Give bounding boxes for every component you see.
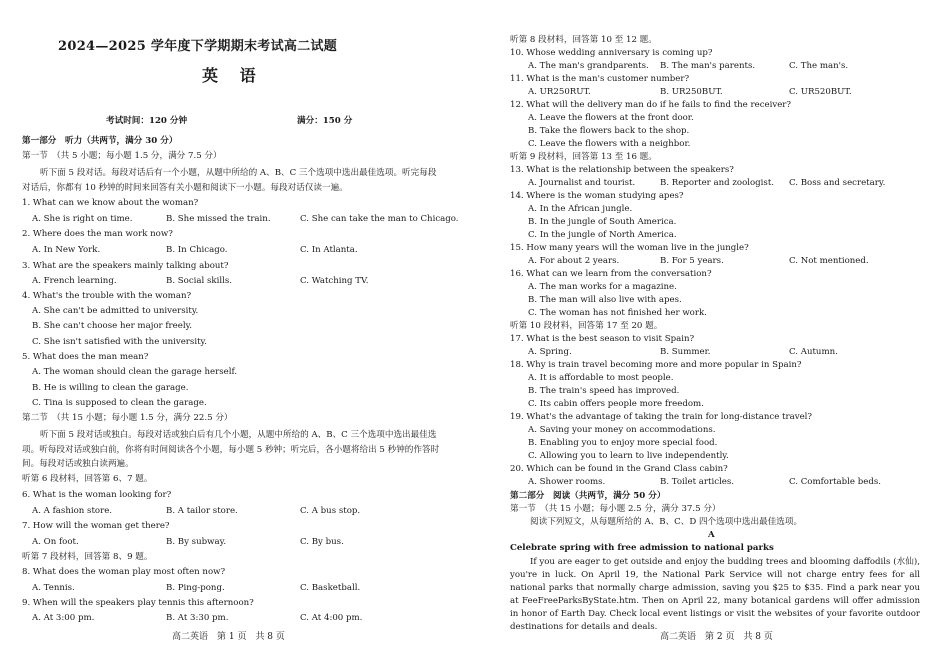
q11-option-c: C. UR520BUT. bbox=[789, 87, 852, 97]
q6-option-b: B. A tailor store. bbox=[166, 506, 238, 516]
q14-option-c: C. In the jungle of North America. bbox=[528, 230, 677, 240]
subject-title: 英 语 bbox=[202, 66, 264, 85]
question-19: 19. What's the advantage of taking the train for long-distance travel? bbox=[510, 412, 813, 422]
listen-10-note: 听第 10 段材料，回答第 17 至 20 题。 bbox=[510, 321, 663, 331]
q1-option-c: C. She can take the man to Chicago. bbox=[300, 214, 459, 224]
exam-time: 考试时间：120 分钟 bbox=[106, 116, 188, 126]
question-9: 9. When will the speakers play tennis this afternoon? bbox=[22, 598, 254, 608]
q16-option-c: C. The woman has not finished her work. bbox=[528, 308, 707, 318]
q17-option-b: B. Summer. bbox=[660, 347, 711, 357]
listen-9-note: 听第 9 段材料，回答第 13 至 16 题。 bbox=[510, 152, 657, 162]
section2-instructions: 听下面 5 段对话或独白。每段对话或独白后有几个小题，从题中所给的 A、B、C 三个选项中选出最佳选项。听每段对话或独白前，你将有时间阅读各个小题，每小题 5 秒钟；听完后，各小题将给出 5 秒钟的作答时间。每段对话或独白读两遍。 bbox=[22, 430, 440, 469]
q4-option-b: B. She can't choose her major freely. bbox=[32, 321, 193, 331]
q12-option-b: B. Take the flowers back to the shop. bbox=[528, 126, 690, 136]
q3-option-b: B. Social skills. bbox=[166, 276, 233, 286]
section1-instructions: 听下面 5 段对话。每段对话后有一个小题，从题中所给的 A、B、C 三个选项中选出最佳选项。听完每段对话后，你都有 10 秒钟的时间来回答有关小题和阅读下一小题。每段对话仅读一遍。 bbox=[22, 168, 437, 193]
question-8: 8. What does the woman play most often now? bbox=[22, 567, 226, 577]
part2-heading: 第二部分 阅读（共两节，满分 50 分） bbox=[510, 491, 666, 501]
q16-option-a: A. The man works for a magazine. bbox=[528, 282, 677, 292]
page-footer-1: 高二英语 第 1 页 共 8 页 bbox=[172, 632, 285, 642]
q3-option-c: C. Watching TV. bbox=[300, 276, 369, 286]
q10-option-b: B. The man's parents. bbox=[660, 61, 756, 71]
q18-option-c: C. Its cabin offers people more freedom. bbox=[528, 399, 704, 409]
q15-option-b: B. For 5 years. bbox=[660, 256, 724, 266]
part2-instructions: 阅读下列短文，从每题所给的 A、B、C、D 四个选项中选出最佳选项。 bbox=[530, 517, 803, 527]
q18-option-b: B. The train's speed has improved. bbox=[528, 386, 680, 396]
q9-option-c: C. At 4:00 pm. bbox=[300, 613, 363, 623]
question-7: 7. How will the woman get there? bbox=[22, 521, 170, 531]
q2-option-c: C. In Atlanta. bbox=[300, 245, 358, 255]
q19-option-b: B. Enabling you to enjoy more special food. bbox=[528, 438, 718, 448]
question-11: 11. What is the man's customer number? bbox=[510, 74, 690, 84]
section1-heading: 第一节 （共 5 小题；每小题 1.5 分，满分 7.5 分） bbox=[22, 151, 222, 161]
q3-option-a: A. French learning. bbox=[32, 276, 117, 286]
q7-option-c: C. By bus. bbox=[300, 537, 344, 547]
q18-option-a: A. It is affordable to most people. bbox=[528, 373, 674, 383]
question-6: 6. What is the woman looking for? bbox=[22, 490, 172, 500]
passage-title: Celebrate spring with free admission to national parks bbox=[510, 543, 774, 553]
part2-section1-heading: 第一节 （共 15 小题；每小题 2.5 分，满分 37.5 分） bbox=[510, 504, 721, 514]
q6-option-c: C. A bus stop. bbox=[300, 506, 361, 516]
question-15: 15. How many years will the woman live in the jungle? bbox=[510, 243, 749, 253]
q7-option-a: A. On foot. bbox=[32, 537, 79, 547]
q9-option-a: A. At 3:00 pm. bbox=[32, 613, 95, 623]
q13-option-a: A. Journalist and tourist. bbox=[528, 178, 636, 188]
q10-option-a: A. The man's grandparents. bbox=[528, 61, 649, 71]
passage-body: If you are eager to get outside and enjoy the budding trees and blooming daffodils (水仙), you're in luck. On April 19, the National Park Service will not charge entry fees for all national parks that normally charge admission, saving you $25 to $35. Find a park near you at FeeFreeParksByState.htm. Then on April 22, many botanical gardens will offer admission in honor of Earth Day. Check local event listings or visit the websites of your favorite outdoor destinations for details and deals. bbox=[510, 557, 920, 632]
section2-heading: 第二节 （共 15 小题；每小题 1.5 分，满分 22.5 分） bbox=[22, 413, 233, 423]
q8-option-b: B. Ping-pong. bbox=[166, 583, 225, 593]
q12-option-a: A. Leave the flowers at the front door. bbox=[528, 113, 694, 123]
question-17: 17. What is the best season to visit Spain? bbox=[510, 334, 695, 344]
question-18: 18. Why is train travel becoming more and more popular in Spain? bbox=[510, 360, 802, 370]
q10-option-c: C. The man's. bbox=[789, 61, 849, 71]
q17-option-a: A. Spring. bbox=[528, 347, 572, 357]
q20-option-b: B. Toilet articles. bbox=[660, 477, 735, 487]
question-14: 14. Where is the woman studying apes? bbox=[510, 191, 684, 201]
q13-option-b: B. Reporter and zoologist. bbox=[660, 178, 775, 188]
q9-option-b: B. At 3:30 pm. bbox=[166, 613, 229, 623]
q12-option-c: C. Leave the flowers with a neighbor. bbox=[528, 139, 691, 149]
q15-option-a: A. For about 2 years. bbox=[528, 256, 620, 266]
listen-6-note: 听第 6 段材料，回答第 6、7 题。 bbox=[22, 474, 153, 484]
question-4: 4. What's the trouble with the woman? bbox=[22, 291, 192, 301]
q1-option-a: A. She is right on time. bbox=[32, 214, 133, 224]
part1-heading: 第一部分 听力（共两节，满分 30 分） bbox=[22, 136, 178, 146]
q20-option-c: C. Comfortable beds. bbox=[789, 477, 881, 487]
question-13: 13. What is the relationship between the speakers? bbox=[510, 165, 734, 175]
q15-option-c: C. Not mentioned. bbox=[789, 256, 869, 266]
q11-option-a: A. UR250RUT. bbox=[528, 87, 591, 97]
q14-option-b: B. In the jungle of South America. bbox=[528, 217, 677, 227]
q5-option-a: A. The woman should clean the garage herself. bbox=[32, 367, 238, 377]
q11-option-b: B. UR250BUT. bbox=[660, 87, 723, 97]
page-footer-2: 高二英语 第 2 页 共 8 页 bbox=[660, 632, 773, 642]
passage-letter: A bbox=[708, 530, 715, 540]
question-20: 20. Which can be found in the Grand Class cabin? bbox=[510, 464, 728, 474]
listen-7-note: 听第 7 段材料，回答第 8、9 题。 bbox=[22, 552, 153, 562]
question-1: 1. What can we know about the woman? bbox=[22, 198, 199, 208]
q20-option-a: A. Shower rooms. bbox=[528, 477, 606, 487]
listen-8-note: 听第 8 段材料，回答第 10 至 12 题。 bbox=[510, 35, 657, 45]
question-12: 12. What will the delivery man do if he fails to find the receiver? bbox=[510, 100, 791, 110]
q5-option-c: C. Tina is supposed to clean the garage. bbox=[32, 398, 207, 408]
q2-option-a: A. In New York. bbox=[32, 245, 101, 255]
q4-option-a: A. She can't be admitted to university. bbox=[32, 306, 199, 316]
q1-option-b: B. She missed the train. bbox=[166, 214, 271, 224]
q8-option-c: C. Basketball. bbox=[300, 583, 361, 593]
q14-option-a: A. In the African jungle. bbox=[528, 204, 633, 214]
q4-option-c: C. She isn't satisfied with the university. bbox=[32, 337, 207, 347]
q6-option-a: A. A fashion store. bbox=[32, 506, 113, 516]
question-10: 10. Whose wedding anniversary is coming up? bbox=[510, 48, 713, 58]
q19-option-a: A. Saving your money on accommodations. bbox=[528, 425, 716, 435]
q2-option-b: B. In Chicago. bbox=[166, 245, 228, 255]
question-3: 3. What are the speakers mainly talking about? bbox=[22, 261, 229, 271]
q13-option-c: C. Boss and secretary. bbox=[789, 178, 886, 188]
q8-option-a: A. Tennis. bbox=[32, 583, 75, 593]
question-2: 2. Where does the man work now? bbox=[22, 229, 173, 239]
question-5: 5. What does the man mean? bbox=[22, 352, 149, 362]
full-score: 满分：150 分 bbox=[297, 116, 353, 126]
question-16: 16. What can we learn from the conversation? bbox=[510, 269, 712, 279]
q19-option-c: C. Allowing you to learn to live independently. bbox=[528, 451, 729, 461]
q7-option-b: B. By subway. bbox=[166, 537, 227, 547]
exam-title: 2024—2025 学年度下学期期末考试高二试题 bbox=[58, 39, 338, 54]
q5-option-b: B. He is willing to clean the garage. bbox=[32, 383, 189, 393]
q16-option-b: B. The man will also live with apes. bbox=[528, 295, 682, 305]
q17-option-c: C. Autumn. bbox=[789, 347, 838, 357]
